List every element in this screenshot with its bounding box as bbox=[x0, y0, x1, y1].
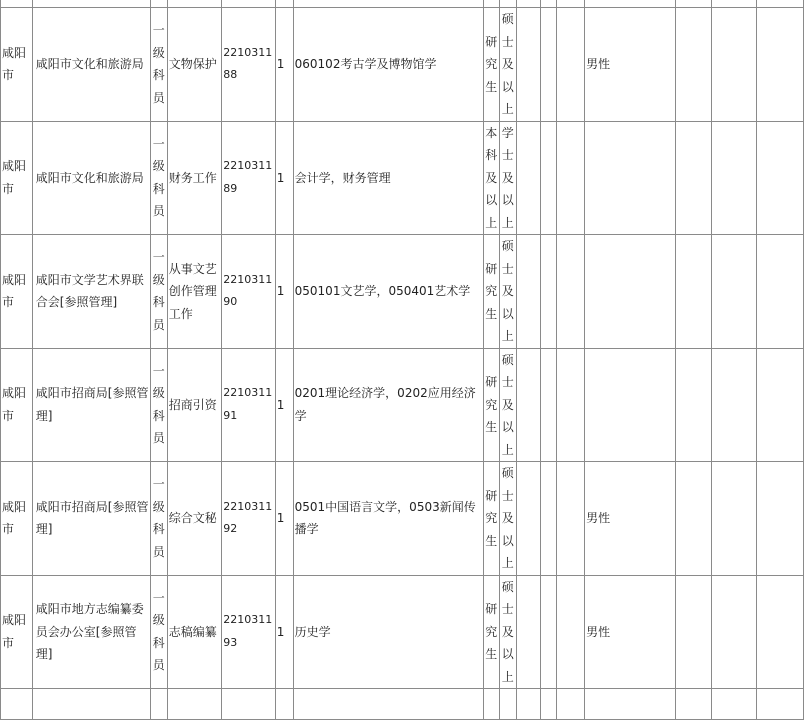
cell-degree: 硕士及以上 bbox=[499, 575, 516, 689]
table-body bbox=[1, 0, 804, 720]
cell-level: 一级科员 bbox=[150, 8, 167, 122]
cell-level: 一级科员 bbox=[150, 348, 167, 462]
cell-department: 咸阳市文化和旅游局 bbox=[32, 8, 150, 122]
table-row bbox=[1, 8, 804, 122]
cell-empty bbox=[516, 8, 540, 122]
cell-empty bbox=[676, 8, 712, 122]
cell-gender: 男性 bbox=[585, 8, 676, 122]
cell-empty bbox=[516, 121, 540, 235]
cell-empty bbox=[540, 8, 557, 122]
cell-code-suffix: 1 bbox=[275, 462, 293, 576]
cell-code: 221031192 bbox=[222, 462, 276, 576]
cell-empty bbox=[757, 8, 804, 122]
cell-department: 咸阳市地方志编纂委员会办公室[参照管理] bbox=[32, 575, 150, 689]
table-row bbox=[1, 575, 804, 689]
cell-major: 会计学，财务管理 bbox=[293, 121, 483, 235]
cell-major: 060102考古学及博物馆学 bbox=[293, 8, 483, 122]
cell-empty bbox=[711, 575, 757, 689]
cell-empty bbox=[711, 462, 757, 576]
cell-position: 综合文秘 bbox=[167, 462, 222, 576]
cell-education: 研究生 bbox=[483, 235, 499, 349]
cell-level: 一级科员 bbox=[150, 462, 167, 576]
cell-empty bbox=[711, 121, 757, 235]
cell-degree: 硕士及以上 bbox=[499, 348, 516, 462]
cell-city: 咸阳市 bbox=[1, 348, 33, 462]
cell-degree: 学士及以上 bbox=[499, 121, 516, 235]
cell-gender: 男性 bbox=[585, 575, 676, 689]
cell-city: 咸阳市 bbox=[1, 575, 33, 689]
cell-code: 221031193 bbox=[222, 575, 276, 689]
cell-degree: 硕士及以上 bbox=[499, 8, 516, 122]
table-row-partial-bottom bbox=[1, 689, 804, 720]
cell-empty bbox=[540, 348, 557, 462]
cell-empty bbox=[557, 575, 585, 689]
cell-empty bbox=[676, 575, 712, 689]
cell-empty bbox=[540, 121, 557, 235]
cell-empty bbox=[676, 462, 712, 576]
table-row bbox=[1, 462, 804, 576]
cell-empty bbox=[540, 462, 557, 576]
cell-major: 0201理论经济学，0202应用经济学 bbox=[293, 348, 483, 462]
cell-empty bbox=[557, 235, 585, 349]
cell-empty bbox=[516, 235, 540, 349]
cell-code-suffix: 1 bbox=[275, 575, 293, 689]
cell-empty bbox=[540, 575, 557, 689]
cell-empty bbox=[540, 235, 557, 349]
cell-department: 咸阳市招商局[参照管理] bbox=[32, 348, 150, 462]
cell-position: 财务工作 bbox=[167, 121, 222, 235]
cell-empty bbox=[757, 235, 804, 349]
cell-empty bbox=[711, 235, 757, 349]
cell-degree: 硕士及以上 bbox=[499, 235, 516, 349]
cell-empty bbox=[557, 8, 585, 122]
cell-code-suffix: 1 bbox=[275, 348, 293, 462]
cell-empty bbox=[557, 348, 585, 462]
cell-major: 历史学 bbox=[293, 575, 483, 689]
cell-empty bbox=[676, 348, 712, 462]
cell-education: 研究生 bbox=[483, 462, 499, 576]
cell-department: 咸阳市文化和旅游局 bbox=[32, 121, 150, 235]
cell-code: 221031189 bbox=[222, 121, 276, 235]
cell-position: 从事文艺创作管理工作 bbox=[167, 235, 222, 349]
cell-gender bbox=[585, 121, 676, 235]
cell-empty bbox=[516, 348, 540, 462]
cell-code-suffix: 1 bbox=[275, 235, 293, 349]
table-row-partial-top bbox=[1, 0, 804, 8]
cell-city: 咸阳市 bbox=[1, 8, 33, 122]
table-row bbox=[1, 348, 804, 462]
cell-education: 研究生 bbox=[483, 348, 499, 462]
table-row bbox=[1, 235, 804, 349]
cell-degree: 硕士及以上 bbox=[499, 462, 516, 576]
cell-department: 咸阳市文学艺术界联合会[参照管理] bbox=[32, 235, 150, 349]
cell-education: 本科及以上 bbox=[483, 121, 499, 235]
cell-level: 一级科员 bbox=[150, 575, 167, 689]
cell-empty bbox=[711, 8, 757, 122]
cell-code-suffix: 1 bbox=[275, 8, 293, 122]
cell-empty bbox=[516, 575, 540, 689]
cell-empty bbox=[711, 348, 757, 462]
cell-city: 咸阳市 bbox=[1, 235, 33, 349]
cell-empty bbox=[557, 121, 585, 235]
cell-gender bbox=[585, 235, 676, 349]
cell-city: 咸阳市 bbox=[1, 121, 33, 235]
cell-gender: 男性 bbox=[585, 462, 676, 576]
cell-major: 0501中国语言文学，0503新闻传播学 bbox=[293, 462, 483, 576]
cell-code-suffix: 1 bbox=[275, 121, 293, 235]
cell-major: 050101文艺学，050401艺术学 bbox=[293, 235, 483, 349]
cell-empty bbox=[757, 462, 804, 576]
cell-city: 咸阳市 bbox=[1, 462, 33, 576]
cell-position: 志稿编纂 bbox=[167, 575, 222, 689]
cell-empty bbox=[757, 121, 804, 235]
cell-level: 一级科员 bbox=[150, 235, 167, 349]
cell-code: 221031190 bbox=[222, 235, 276, 349]
cell-position: 文物保护 bbox=[167, 8, 222, 122]
cell-code: 221031191 bbox=[222, 348, 276, 462]
cell-gender bbox=[585, 348, 676, 462]
cell-education: 研究生 bbox=[483, 575, 499, 689]
cell-code: 221031188 bbox=[222, 8, 276, 122]
cell-position: 招商引资 bbox=[167, 348, 222, 462]
cell-empty bbox=[757, 575, 804, 689]
cell-empty bbox=[516, 462, 540, 576]
cell-department: 咸阳市招商局[参照管理] bbox=[32, 462, 150, 576]
cell-empty bbox=[557, 462, 585, 576]
cell-level: 一级科员 bbox=[150, 121, 167, 235]
cell-education: 研究生 bbox=[483, 8, 499, 122]
table-row bbox=[1, 121, 804, 235]
cell-empty bbox=[757, 348, 804, 462]
cell-empty bbox=[676, 121, 712, 235]
cell-empty bbox=[676, 235, 712, 349]
